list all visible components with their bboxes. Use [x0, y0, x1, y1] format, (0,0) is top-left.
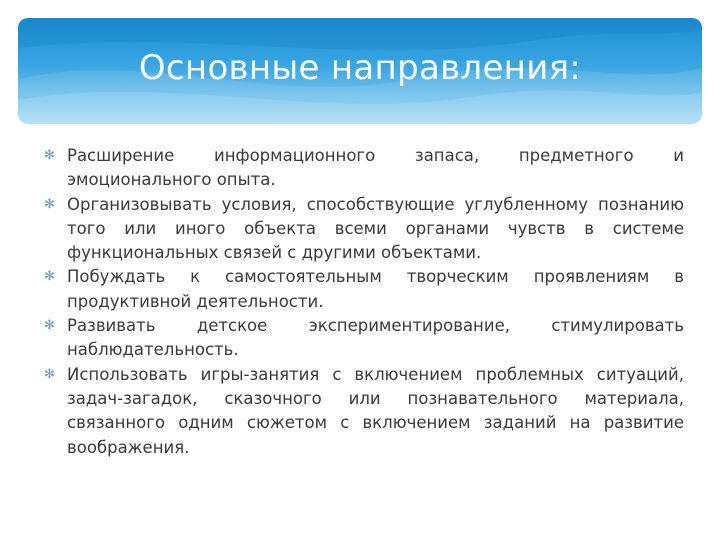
list-item	[44, 314, 684, 363]
list-item	[44, 363, 684, 460]
list-item-text: Побуждать к самостоятельным творческим проявлениям в продуктивной деятельности.	[67, 267, 684, 311]
slide-title: Основные направления:	[138, 48, 582, 88]
asterisk-icon: ✻	[44, 269, 55, 285]
asterisk-icon: ✻	[44, 318, 55, 334]
asterisk-icon: ✻	[44, 196, 55, 212]
bullet-list	[44, 144, 684, 460]
asterisk-icon: ✻	[44, 366, 55, 382]
list-item	[44, 265, 684, 314]
list-item-text: Развивать детское экспериментирование, стимулировать наблюдательность.	[67, 316, 684, 360]
list-item	[44, 144, 684, 193]
list-item	[44, 193, 684, 266]
list-item-text: Использовать игры-занятия с включением проблемных ситуаций, задач-загадок, сказочного или познавательного материала, связанного одним сюжетом с включением заданий на развитие воображения.	[67, 364, 684, 457]
list-item-text: Расширение информационного запаса, предметного и эмоционального опыта.	[67, 146, 684, 190]
asterisk-icon: ✻	[44, 148, 55, 163]
list-item-text: Организовывать условия, способствующие углубленному познанию того или иного объекта всеми органами чувств в системе функциональных связей с другими объектами.	[67, 194, 684, 263]
